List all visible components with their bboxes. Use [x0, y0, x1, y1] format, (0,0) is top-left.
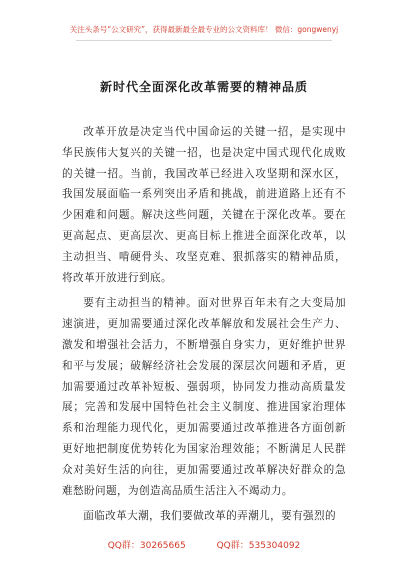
paragraph: 改革开放是决定当代中国命运的关键一招，是实现中华民族伟大复兴的关键一招，也是决定中国式现代化成败的关键一招。当前，我国改革已经进入攻坚期和深水区，我国发展面临一系列突出矛盾和挑战，前进道路上还有不少困难和问题。解决这些问题，关键在于深化改革。要在更高起点、更高层次、更高目标上推进全面深化改革，以主动担当、啃硬骨头、攻坚克难、狠抓落实的精神品质，将改革开放进行到底。 — [62, 126, 346, 284]
footer-qq-group-1: QQ群：30265665 — [107, 541, 186, 551]
document-title: 新时代全面深化改革需要的精神品质 — [99, 80, 308, 94]
footer — [0, 538, 408, 551]
header-note: 关注头条号“公文研究”，获得最新最全最专业的公文资料库！ 微信：gongwenyj — [69, 25, 339, 34]
paragraph: 面临改革大潮，我们要做改革的弄潮儿，要有强烈的 — [83, 510, 337, 523]
paragraph: 要有主动担当的精神。面对世界百年未有之大变局加速演进，更加需要通过深化改革解放和发展社会生产力、激发和增强社会活力，不断增强自身实力，更好维护世界和平与发展；破解经济社会发展的深层次问题和矛盾，更加需要通过改革补短板、强弱项，协同发力推动高质量发展；完善和发展中国特色社会主义制度、推进国家治理体系和治理能力现代化，更加需要通过改革推进各方面创新更好地把制度优势转化为国家治理效能；不断满足人民群众对美好生活的向往，更加需要通过改革解决好群众的急难愁盼问题，为创造高品质生活注入不竭动力。 — [62, 297, 346, 497]
footer-qq-group-2: QQ群：535304092 — [216, 541, 301, 551]
document-body — [62, 122, 346, 532]
header-divider — [76, 40, 332, 41]
